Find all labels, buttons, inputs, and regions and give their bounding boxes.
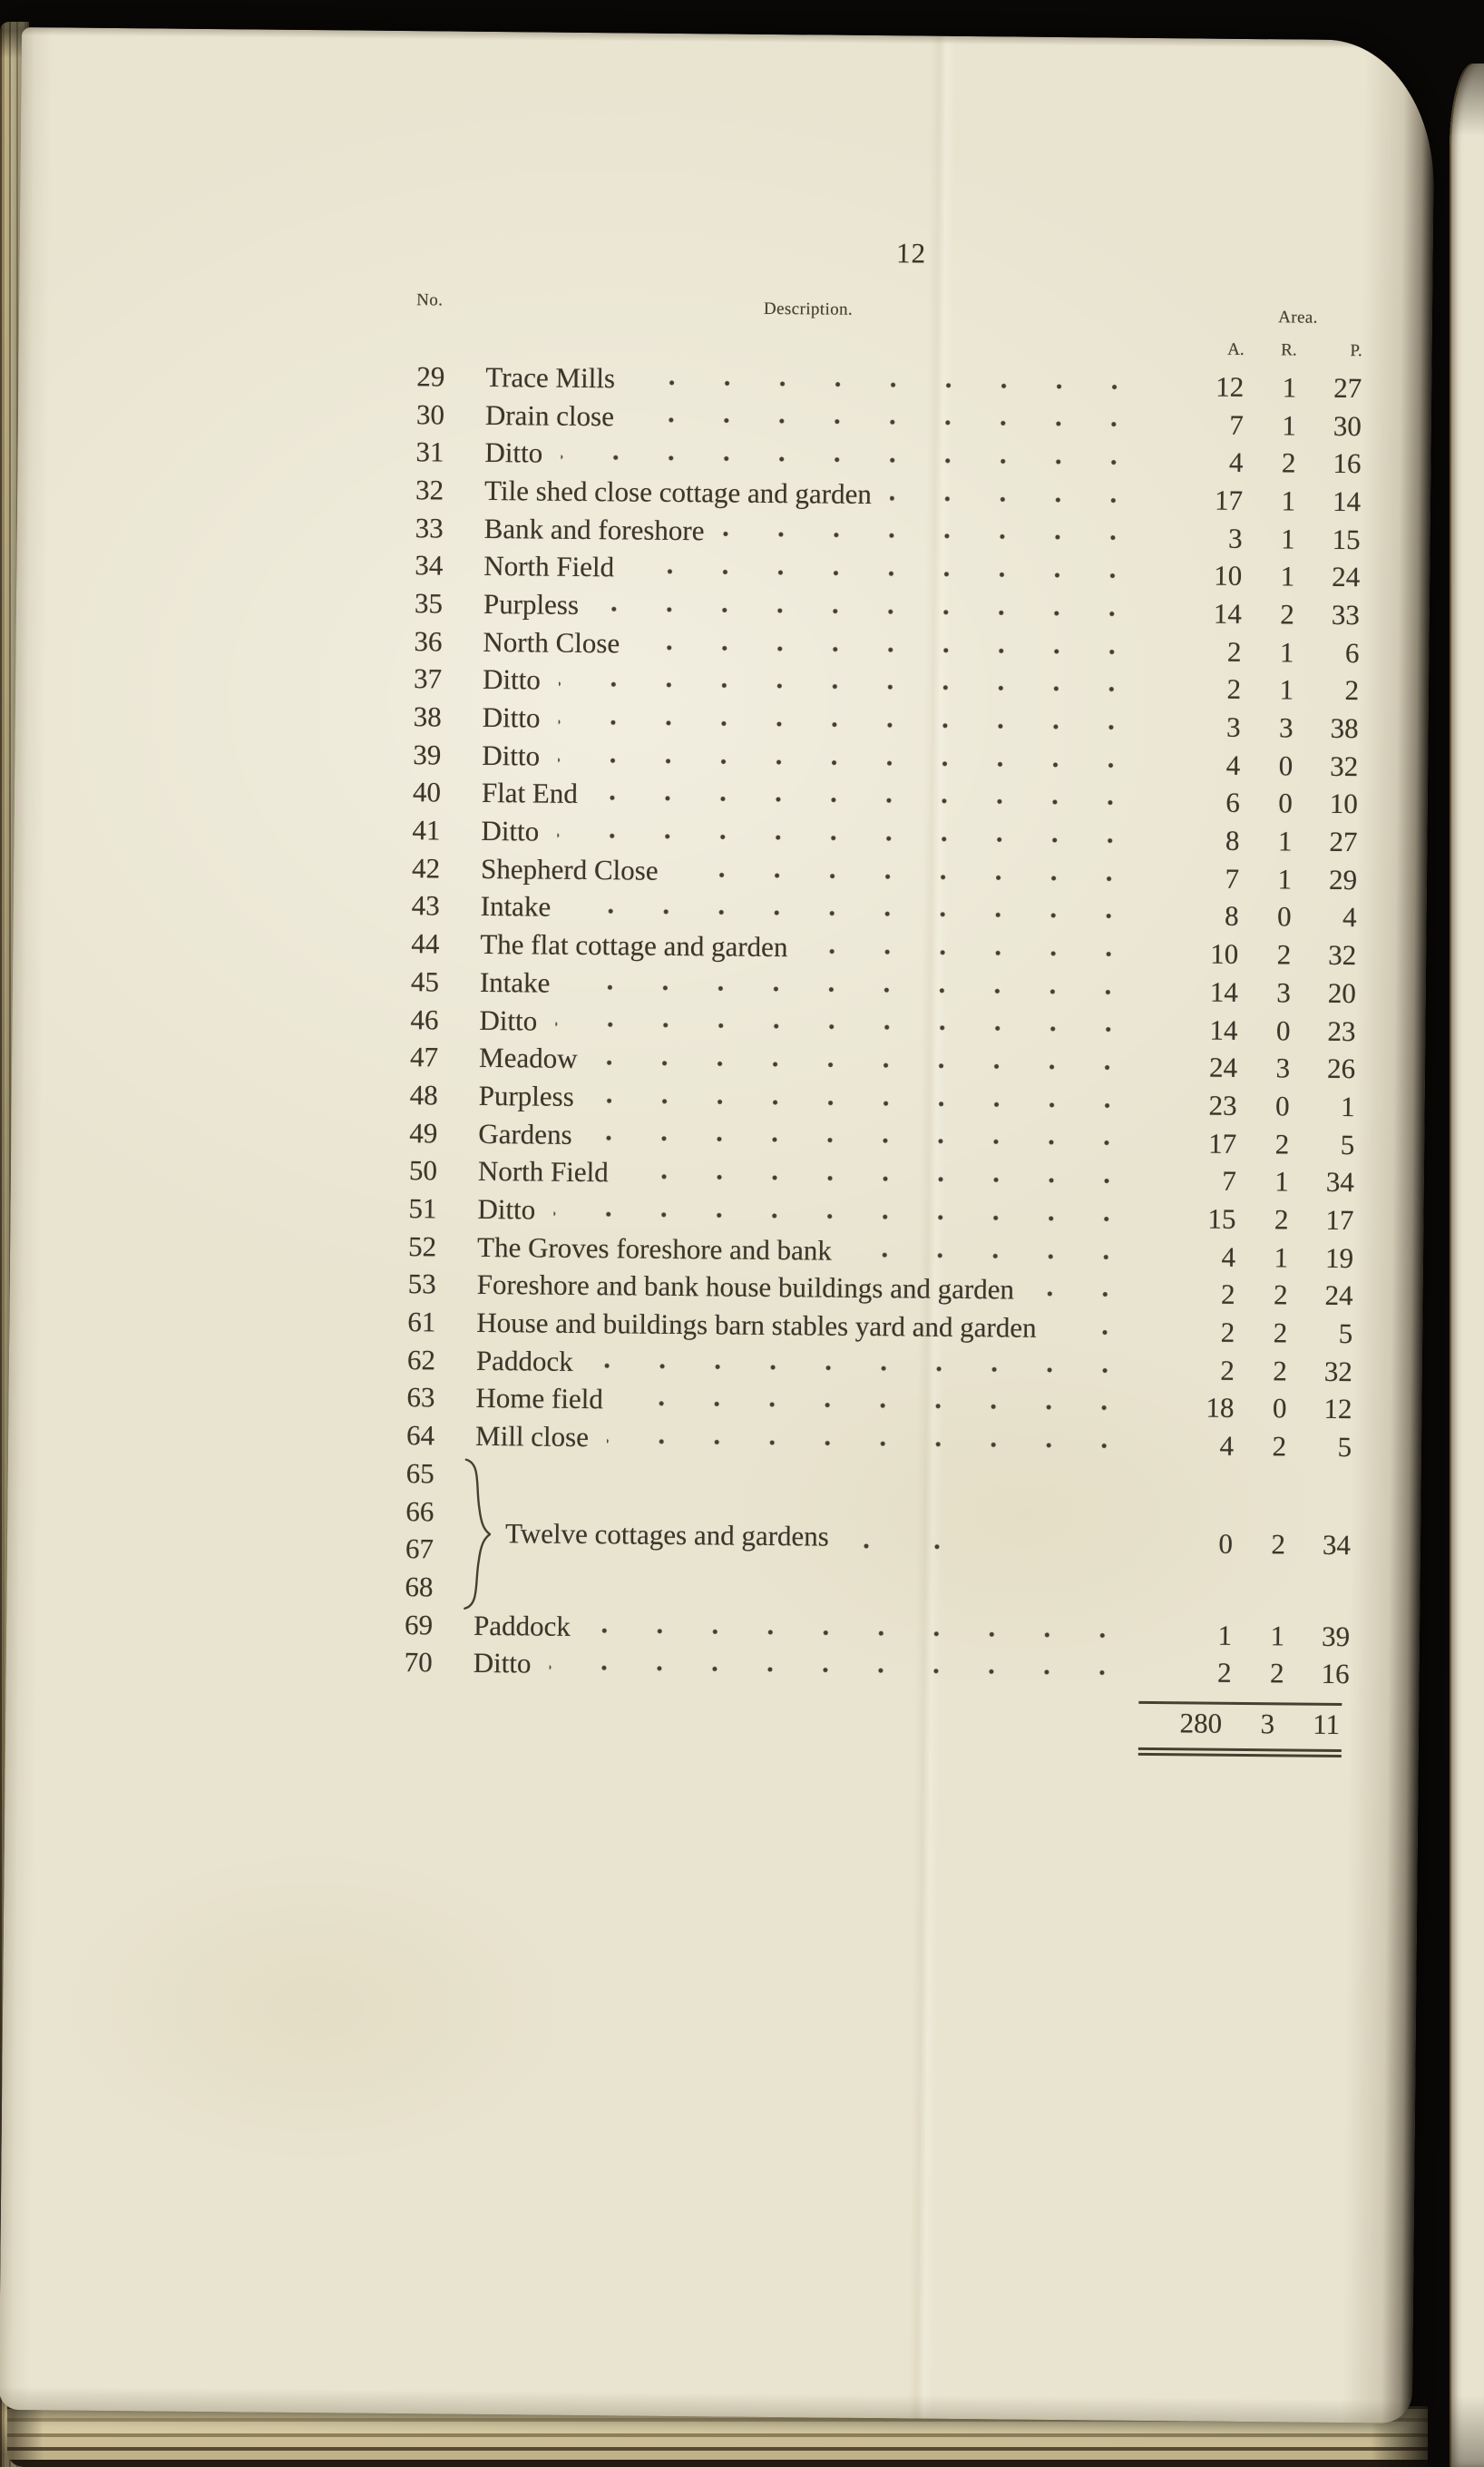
area-perches: 4 [1342,901,1357,934]
area-acres: 2 [1226,635,1242,668]
area-roods: 2 [1273,1278,1288,1311]
parcel-number: 48 [409,1079,438,1111]
area-acres: 4 [1225,749,1241,781]
parcel-number: 66 [405,1494,434,1528]
parcel-description: Ditto [482,700,541,734]
parcel-description: House and buildings barn stables yard and garden [476,1306,1037,1344]
dot-leader [558,756,1162,768]
page-number: 12 [895,237,927,269]
parcel-description: Home field [475,1382,604,1415]
area-roods: 1 [1280,522,1295,555]
parcel-number: 41 [412,814,441,847]
area-perches: 24 [1332,561,1361,593]
parcel-number: 36 [414,624,443,658]
parcel-description: Ditto [481,814,540,847]
area-roods: 3 [1275,1052,1291,1084]
total-perches: 11 [1313,1708,1341,1741]
parcel-number: 63 [406,1381,435,1414]
parcel-description: Purpless [478,1079,574,1112]
area-perches: 6 [1344,636,1360,669]
area-acres: 17 [1214,484,1244,516]
parcel-description: Ditto [477,1192,536,1226]
column-header-description: Description. [763,299,854,319]
dot-leader [850,1250,1157,1260]
dot-leader [627,1173,1158,1186]
parcel-description: Intake [479,965,551,999]
area-roods: 1 [1282,408,1297,442]
area-perches: 24 [1324,1279,1353,1312]
parcel-number: 51 [408,1192,437,1225]
area-roods: 0 [1278,749,1294,782]
parcel-number: 29 [416,360,445,393]
area-acres: 4 [1228,446,1244,479]
area-perches: 19 [1324,1241,1354,1274]
parcel-number: 44 [411,927,440,960]
area-roods: 1 [1270,1620,1285,1652]
area-perches: 32 [1330,749,1359,782]
area-perches: 38 [1330,711,1359,745]
area-acres: 8 [1225,824,1240,857]
dot-leader [561,454,1165,466]
dot-leader [1054,1328,1157,1336]
dot-leader [596,794,1162,807]
dot-leader [555,1021,1159,1033]
area-roods: 2 [1276,938,1292,971]
column-header-area: Area. [1278,308,1318,328]
area-roods: 2 [1274,1203,1289,1236]
area-acres: 4 [1221,1240,1236,1273]
dot-leader [632,416,1166,429]
parcel-description: Mill close [474,1419,590,1454]
area-roods: 0 [1278,787,1294,819]
dot-leader [596,1059,1160,1072]
parcel-number: 61 [407,1306,436,1338]
parcel-description: Flat End [481,777,579,810]
area-perches: 12 [1323,1393,1352,1425]
parcel-number: 37 [413,662,443,695]
area-acres: 6 [1225,787,1241,819]
area-roods: 2 [1280,598,1295,631]
area-roods: 0 [1275,1013,1291,1047]
parcel-description: Ditto [479,1003,538,1037]
area-perches: 16 [1333,447,1362,480]
area-acres: 14 [1209,975,1239,1008]
area-acres: 23 [1208,1089,1237,1121]
parcel-number: 35 [414,587,444,620]
parcel-description: Paddock [473,1609,571,1642]
area-perches: 34 [1322,1528,1352,1561]
area-roods: 2 [1274,1127,1290,1160]
parcel-number: 52 [407,1229,437,1263]
dot-leader [890,494,1165,504]
parcel-description: Foreshore and bank house buildings and garden [476,1268,1015,1306]
parcel-number: 31 [415,436,444,468]
parcel-number: 68 [405,1571,434,1603]
area-acres: 4 [1219,1429,1235,1462]
parcel-number: 67 [405,1532,434,1565]
area-roods: 2 [1273,1355,1288,1387]
dot-leader [558,719,1162,731]
area-perches: 29 [1328,863,1358,896]
parcel-description: Ditto [484,436,543,469]
parcel-number: 64 [405,1419,435,1452]
area-roods: 3 [1278,711,1294,744]
area-acres: 3 [1227,522,1243,554]
dot-leader [549,1664,1153,1677]
parcel-description: Purpless [483,587,580,621]
area-perches: 27 [1329,825,1358,858]
group-parcel-numbers [405,1454,459,1606]
parcel-number: 45 [410,965,440,998]
area-perches: 1 [1340,1090,1355,1123]
parcel-description: Tile shed close cottage and garden [483,474,872,510]
subheader-acres: A. [1227,339,1245,359]
dot-leader [722,531,1164,543]
area-acres: 3 [1225,710,1241,743]
table-rows-after [372,1606,1351,1691]
area-acres: 24 [1208,1051,1238,1084]
area-perches: 15 [1332,523,1361,555]
area-perches: 16 [1321,1658,1350,1690]
area-acres: 8 [1224,900,1239,933]
dot-leader [632,568,1164,581]
parcel-description: North Field [477,1155,609,1189]
parcel-number: 69 [404,1608,434,1641]
area-roods: 1 [1281,485,1296,517]
curly-brace-icon [459,1457,492,1611]
area-perches: 5 [1337,1431,1352,1464]
area-roods: 1 [1279,673,1294,706]
dot-leader [621,1400,1157,1413]
area-perches: 32 [1323,1355,1353,1387]
area-perches: 30 [1333,409,1362,442]
parcel-number: 49 [409,1116,438,1150]
area-roods: 2 [1269,1657,1284,1689]
dot-leader [633,378,1166,391]
area-perches: 5 [1338,1317,1353,1350]
parcel-description: Trace Mills [485,360,616,395]
area-acres: 7 [1225,862,1240,895]
parcel-number: 46 [410,1003,439,1035]
area-roods: 2 [1273,1317,1288,1349]
dot-leader [597,605,1164,618]
area-roods: 2 [1272,1430,1287,1463]
total-roods: 3 [1260,1708,1275,1740]
area-acres: 2 [1220,1354,1235,1386]
parcel-description: North Field [483,550,615,583]
area-acres: 2 [1220,1316,1235,1348]
parcel-description: Drain close [484,398,615,432]
area-perches: 32 [1328,939,1357,972]
parcel-number: 70 [404,1646,433,1679]
parcel-number: 47 [409,1041,439,1073]
subheader-roods: R. [1281,340,1297,360]
area-perches: 10 [1329,788,1359,820]
area-acres: 12 [1216,370,1245,403]
parcel-number: 62 [406,1343,436,1376]
parcel-description: Ditto [482,739,541,772]
parcel-number: 53 [407,1268,436,1300]
area-perches: 2 [1344,674,1360,707]
parcel-description: Ditto [482,663,542,696]
parcel-description: Shepherd Close [480,852,659,886]
parcel-number: 43 [411,889,440,922]
area-roods: 0 [1276,900,1292,933]
parcel-description: Bank and foreshore [483,512,705,546]
parcel-description: Twelve cottages and gardens [504,1517,830,1552]
dot-leader [589,1627,1154,1640]
parcel-number: 42 [411,851,441,885]
dot-leader [591,1362,1157,1375]
area-roods: 3 [1276,976,1292,1009]
area-roods: 1 [1280,560,1295,592]
dot-leader [557,832,1161,845]
area-roods: 1 [1277,825,1293,857]
area-roods: 2 [1271,1528,1286,1561]
area-roods: 0 [1274,1090,1290,1122]
area-roods: 1 [1279,636,1294,669]
dot-leader [638,643,1163,656]
parcel-number: 39 [413,738,442,771]
area-roods: 1 [1274,1240,1289,1274]
area-acres: 17 [1208,1127,1237,1160]
parcel-description: The Groves foreshore and bank [476,1230,833,1267]
area-acres: 2 [1220,1278,1235,1311]
next-page-sliver [1450,64,1484,2467]
parcel-description: Meadow [478,1042,578,1075]
dot-leader [559,680,1163,693]
area-perches: 34 [1325,1166,1355,1199]
area-roods: 1 [1277,863,1293,896]
column-header-no: No. [416,290,444,310]
dot-leader [592,1097,1159,1110]
area-perches: 14 [1332,485,1362,518]
area-acres: 7 [1229,408,1245,441]
parcel-table [371,357,1362,1758]
area-acres: 10 [1214,559,1243,592]
dot-leader [676,871,1161,883]
area-roods: 1 [1282,371,1297,404]
area-roods: 0 [1272,1392,1287,1424]
area-perches: 5 [1340,1128,1355,1160]
area-subheader-row [385,332,1362,361]
parcel-description: Ditto [473,1647,532,1679]
area-perches: 23 [1327,1014,1356,1047]
area-acres: 7 [1222,1165,1237,1198]
dot-leader [1032,1290,1157,1298]
area-roods: 2 [1281,446,1296,479]
parcel-description: The flat cottage and garden [480,928,788,964]
area-acres: 14 [1213,597,1243,630]
area-perches: 17 [1325,1203,1354,1237]
dot-leader [569,907,1161,920]
total-row [1138,1701,1342,1757]
area-perches: 39 [1321,1620,1351,1652]
parcel-number: 33 [415,511,444,544]
area-roods: 1 [1274,1165,1290,1198]
parcel-description: Gardens [478,1117,572,1150]
subheader-perches: P. [1350,341,1362,361]
parcel-description: Intake [480,890,552,924]
parcel-number: 30 [415,397,445,431]
parcel-description: Paddock [475,1344,573,1377]
parcel-number: 40 [412,776,442,808]
area-acres: 1 [1217,1619,1233,1651]
parcel-number: 65 [405,1457,434,1490]
parcel-number: 50 [408,1154,438,1187]
dot-leader [553,1210,1157,1223]
area-perches: 27 [1333,371,1362,405]
grouped-parcels-row [372,1454,1352,1615]
book-page [0,27,1435,2423]
area-perches: 20 [1327,976,1357,1010]
area-acres: 10 [1210,937,1239,971]
table-rows-main [374,357,1362,1464]
area-acres: 15 [1207,1202,1236,1235]
parcel-description: North Close [483,625,620,660]
parcel-number: 38 [413,700,442,733]
area-perches: 26 [1326,1052,1356,1085]
area-perches: 33 [1331,598,1361,631]
area-acres: 2 [1216,1657,1232,1689]
area-acres: 2 [1226,673,1242,706]
area-acres: 0 [1218,1527,1234,1560]
parcel-number: 32 [415,474,444,506]
dot-leader [607,1437,1156,1450]
dot-leader [591,1135,1159,1148]
area-acres: 14 [1209,1013,1238,1046]
dot-leader [805,947,1160,958]
dot-leader [568,984,1160,996]
parcel-number: 34 [415,549,444,582]
dot-leader [845,1542,1004,1552]
total-acres: 280 [1179,1707,1223,1740]
area-acres: 18 [1206,1392,1235,1424]
